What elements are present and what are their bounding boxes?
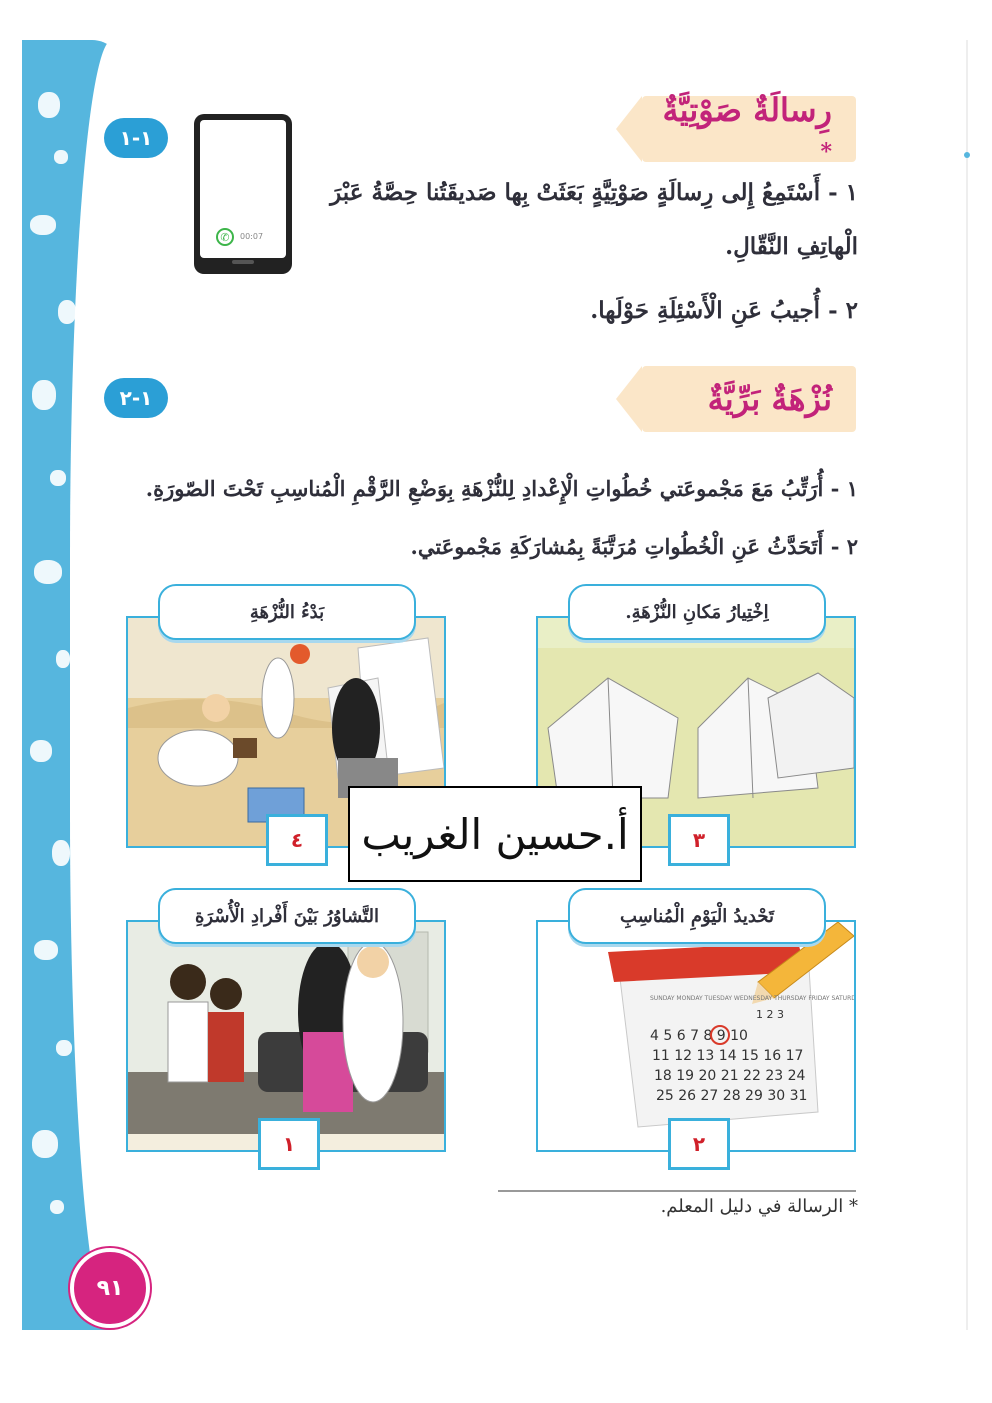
- section1-code-badge: [104, 118, 168, 158]
- page-number-badge: [70, 1248, 150, 1328]
- card-label-text: بَدْءُ النُّزْهَةِ: [249, 601, 325, 623]
- section1-title-text: رِسالَةٌ صَوْتِيَّةٌ: [662, 91, 832, 129]
- footnote: * الرسالة في دليل المعلم.: [660, 1196, 858, 1217]
- decor-blob: [56, 650, 70, 668]
- family-illustration: [128, 922, 444, 1134]
- card-label-tents: [568, 584, 826, 640]
- card-label-family: [158, 888, 416, 944]
- decor-blob: [56, 1040, 72, 1056]
- decor-blob: [58, 300, 76, 324]
- footnote-divider: [498, 1190, 856, 1192]
- card-label-text: اِخْتِيارُ مَكانِ النُّزْهَةِ.: [625, 601, 769, 623]
- order-number-box[interactable]: [668, 814, 730, 866]
- order-number-box[interactable]: [266, 814, 328, 866]
- section1-title: [642, 91, 832, 167]
- section1-item1: ١ - أَسْتَمِعُ إِلى رِسالَةٍ صَوْتِيَّةٍ بَعَثَتْ بِها صَديقَتُنا حِصَّةُ عَبْرَ: [330, 179, 858, 206]
- calendar-row-4: 25 26 27 28 29 30 31: [656, 1088, 808, 1104]
- section2-title: نُزْهَةٌ بَرِّيَّةٌ: [707, 380, 832, 418]
- page-number: ٩١: [96, 1275, 124, 1301]
- decor-blob: [30, 740, 52, 762]
- section1-ribbon: [642, 91, 856, 165]
- calendar-weekday-header: SUNDAY MONDAY TUESDAY WEDNESDAY THURSDAY FRIDAY SATURDAY: [650, 995, 854, 1002]
- phone-screen: [200, 120, 286, 258]
- order-number: ٢: [692, 1132, 706, 1156]
- section2-item1: ١ - أُرَتِّبُ مَعَ مَجْموعَتي خُطُواتِ الْإِعْدادِ لِلنُّزْهَةِ بِوَضْعِ الرَّقْمِ الْمُناسِبِ تَحْتَ الصّورَةِ.: [145, 476, 858, 501]
- decor-blob: [38, 92, 60, 118]
- decor-blob: [30, 215, 56, 235]
- watermark-text: أ.حسين الغريب: [361, 809, 629, 859]
- card-label-text: التَّشاوُرُ بَيْنَ أَفْرادِ الْأُسْرَةِ: [194, 905, 380, 927]
- section1-item2: ٢ - أُجيبُ عَنِ الْأَسْئِلَةِ حَوْلَها.: [590, 297, 858, 324]
- section2-ribbon: [642, 366, 856, 432]
- decor-blob: [50, 1200, 64, 1214]
- section2-code: ١-٢: [119, 386, 153, 410]
- card-label-text: تَحْديدُ الْيَوْمِ الْمُناسِبِ: [620, 905, 774, 927]
- picture-card-family: [126, 905, 446, 1156]
- calendar-illustration: [538, 922, 854, 1134]
- decor-blob: [32, 1130, 58, 1158]
- order-number: ٣: [692, 828, 706, 852]
- author-watermark: [348, 786, 642, 882]
- right-tick: [964, 152, 970, 158]
- phone-time: 00:07: [240, 232, 264, 241]
- card-label-calendar: [568, 888, 826, 944]
- calendar-row-1: 4 5 6 7 8 9 10: [650, 1028, 748, 1044]
- section1-item1-continuation: الْهاتِفِ النَّقّالِ.: [725, 233, 858, 260]
- decor-blob: [54, 150, 68, 164]
- calendar-first-row: 1 2 3: [756, 1008, 784, 1021]
- phone-call-icon: ✆: [216, 228, 234, 246]
- decor-blob: [52, 840, 70, 866]
- calendar-row-3: 18 19 20 21 22 23 24: [654, 1068, 806, 1084]
- mobile-phone-illustration: [194, 114, 292, 274]
- decor-blob: [34, 560, 62, 584]
- card-label-picnic-start: [158, 584, 416, 640]
- section1-code: ١-١: [119, 126, 153, 150]
- decor-blob: [50, 470, 66, 486]
- order-number-box[interactable]: [668, 1118, 730, 1170]
- section2-item2: ٢ - أَتَحَدَّثُ عَنِ الْخُطُواتِ مُرَتَّبَةً بِمُشارَكَةِ مَجْموعَتي.: [410, 534, 858, 559]
- decor-blob: [32, 380, 56, 410]
- order-number-box[interactable]: [258, 1118, 320, 1170]
- calendar-row-2: 11 12 13 14 15 16 17: [652, 1048, 804, 1064]
- phone-home-button-icon: [232, 260, 254, 264]
- decor-blob: [34, 940, 58, 960]
- order-number: ٤: [290, 828, 304, 852]
- footnote-mark: *: [820, 139, 832, 165]
- order-number: ١: [282, 1132, 296, 1156]
- section2-code-badge: [104, 378, 168, 418]
- picture-card-calendar: [536, 905, 856, 1156]
- right-page-rule: [966, 40, 968, 1330]
